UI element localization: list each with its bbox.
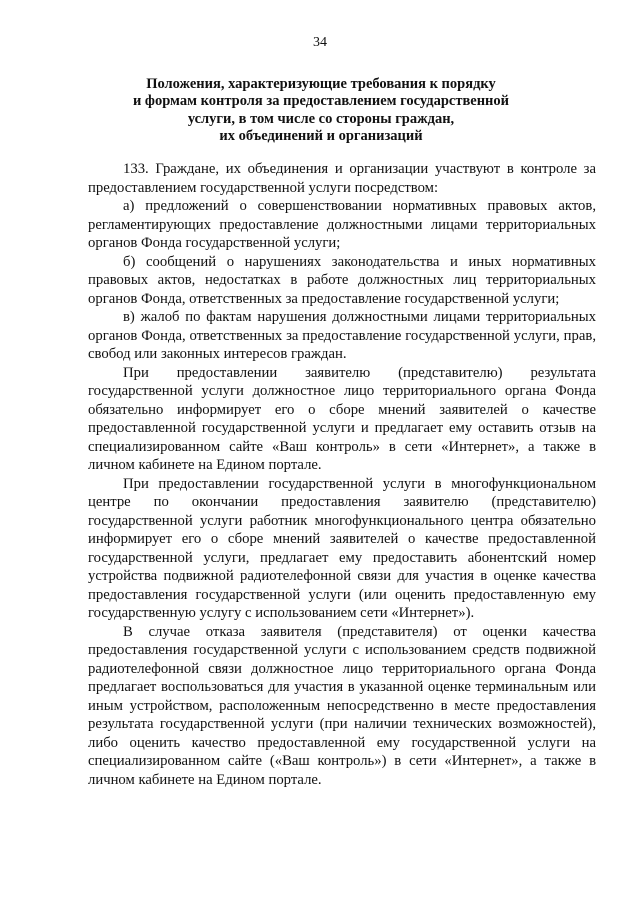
paragraph-result-feedback: При предоставлении заявителю (представителю) результата государственной услуги должностное лицо территориального органа Фонда обязательно информирует его о сборе мнений заявителей о качестве предоставленной государственной услуги и предлагает ему оставить отзыв на специализированном сайте «Ваш контроль» в сети «Интернет», а также в личном кабинете на Едином портале. <box>88 364 596 473</box>
document-body <box>88 160 596 789</box>
section-heading-line: и формам контроля за предоставлением государственной <box>132 93 510 110</box>
paragraph-refusal-case: В случае отказа заявителя (представителя) от оценки качества предоставления государственной услуги с использованием средств подвижной радиотелефонной связи должностное лицо территориального органа Фонда предлагает воспользоваться для участия в указанной оценке терминальным или иным устройством, расположенным непосредственно в месте предоставления результата государственной услуги (при наличии технических возможностей), либо оценить качество предоставленной ему государственной услуги на специализированном сайте («Ваш контроль») в сети «Интернет», а также в личном кабинете на Едином портале. <box>88 623 596 788</box>
paragraph-133-intro: 133. Граждане, их объединения и организации участвуют в контроле за предоставлением государственной услуги посредством: <box>88 161 596 196</box>
paragraph-item-b: б) сообщений о нарушениях законодательства и иных нормативных правовых актов, недостатках в работе должностных лиц территориальных органов Фонда, ответственных за предоставление государственной услуги; <box>88 253 596 307</box>
paragraph-item-v: в) жалоб по фактам нарушения должностными лицами территориальных органов Фонда, ответственных за предоставление государственной услуги, прав, свобод или законных интересов граждан. <box>88 309 596 362</box>
section-heading-line: их объединений и организаций <box>219 128 423 145</box>
paragraph-item-a: а) предложений о совершенствовании нормативных правовых актов, регламентирующих предоставление должностными лицами территориальных органов Фонда государственной услуги; <box>88 198 596 251</box>
section-heading-line: услуги, в том числе со стороны граждан, <box>187 110 455 127</box>
section-heading <box>86 76 556 146</box>
section-heading-line: Положения, характеризующие требования к порядку <box>146 76 496 92</box>
paragraph-mfc-feedback: При предоставлении государственной услуги в многофункциональном центре по окончании предоставления заявителю (представителю) государственной услуги работник многофункционального центра обязательно информирует его о сборе мнений заявителей о качестве предоставленной государственной услуги, предлагает ему предоставить абонентский номер устройства подвижной радиотелефонной связи для участия в оценке качества предоставления государственной услуги (или оценить предоставленную ему государственную услугу с использованием сети «Интернет»). <box>88 475 596 621</box>
page-number: 34 <box>313 35 327 50</box>
